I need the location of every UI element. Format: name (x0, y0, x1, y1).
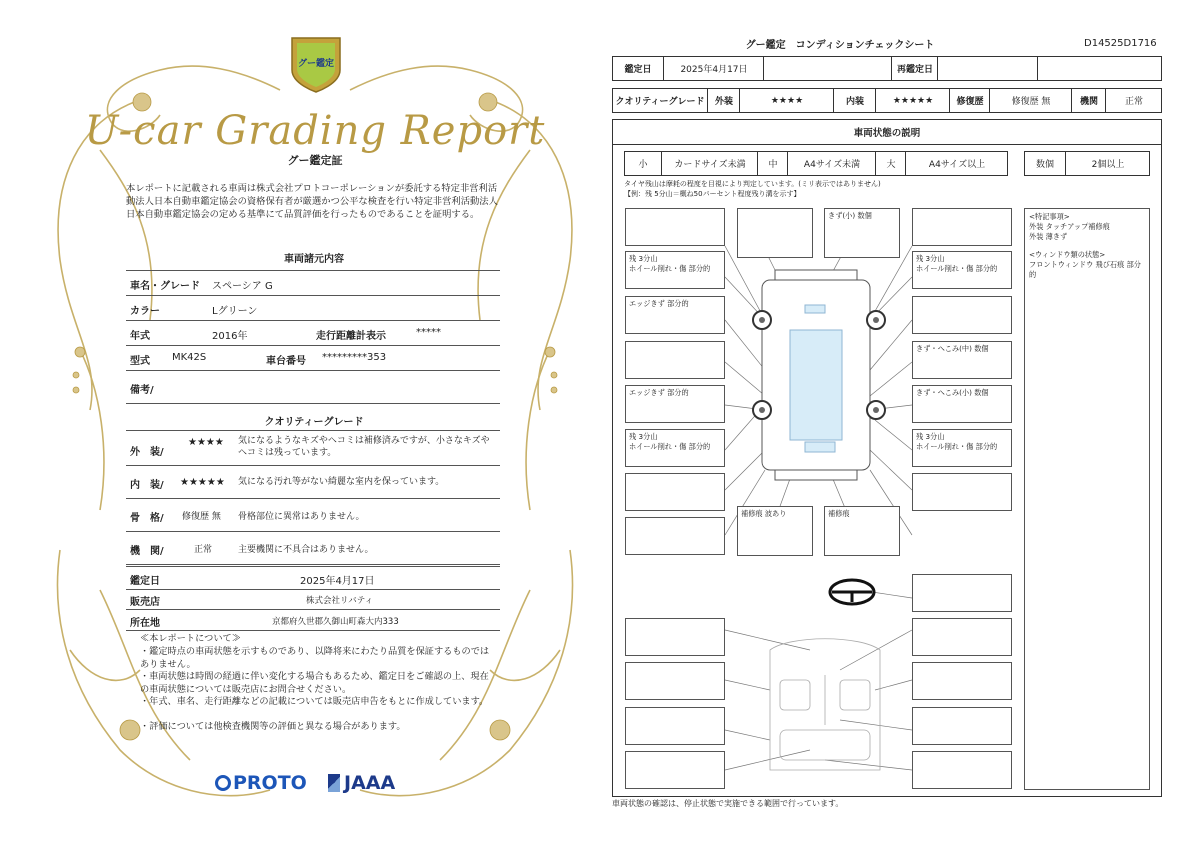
proto-logo (215, 772, 307, 794)
goo-appraisal-badge (288, 32, 344, 94)
row-appraisal-date (126, 566, 500, 590)
box-l10 (625, 662, 725, 700)
steering-wheel-icon (830, 580, 874, 604)
box-right-front-tire: 残 3分山 ホイール削れ・傷 部分的 (912, 251, 1012, 289)
size-small: 小 (638, 160, 648, 170)
size-large-desc: A4サイズ以上 (905, 152, 1008, 175)
box-l8 (625, 517, 725, 555)
box-r3 (912, 296, 1012, 334)
box-r7 (912, 473, 1012, 511)
box-right-mid1: きず・へこみ(中) 数個 (912, 341, 1012, 379)
ext-label: 外装 (707, 89, 740, 112)
window-status-title: <ウィンドウ類の状態> (1029, 250, 1106, 259)
engine-value: 正常 (1105, 89, 1162, 112)
engine-desc: 主要機関に不具合はありません。 (238, 545, 374, 555)
chassis-label: 車台番号 (266, 356, 306, 367)
window-status-1: フロントウィンドウ 飛び石痕 部分的 (1029, 260, 1141, 279)
box-r1 (912, 208, 1012, 246)
jaaa-logo-text: JAAA (344, 772, 396, 794)
row-dealer (126, 589, 500, 610)
quality-row-interior (126, 466, 500, 499)
appraisal-date-label: 鑑定日 (130, 576, 160, 587)
spec-row-color (126, 296, 500, 321)
repair-label: 修復歴 (949, 89, 990, 112)
frame-value: 修復歴 無 (182, 512, 221, 522)
box-r8 (912, 574, 1012, 612)
address-value: 京都府久世郡久御山町森大内333 (272, 617, 399, 627)
box-right-rear-tire: 残 3分山 ホイール削れ・傷 部分的 (912, 429, 1012, 467)
box-top-mid1 (737, 208, 813, 258)
size-mid: 中 (757, 152, 788, 175)
tire-note-1: タイヤ残山は摩耗の程度を目視により判定しています。(ミリ表示ではありません) (624, 180, 881, 188)
size-large: 大 (875, 152, 906, 175)
engine-label: 機 関/ (130, 546, 164, 557)
box-top-mid2: きず(小) 数個 (824, 208, 900, 258)
box-l12 (625, 751, 725, 789)
int-stars: ★★★★★ (875, 89, 950, 112)
box-r12 (912, 751, 1012, 789)
exterior-desc: 気になるようなキズやヘコミは補修済みですが、小さなキズやヘコミは残っています。 (238, 436, 490, 458)
quality-heading: クオリティーグレード (264, 417, 364, 428)
note-4: ・評価については他検査機関等の評価と異なる場合があります。 (140, 721, 406, 732)
box-right-mid2: きず・へこみ(小) 数個 (912, 385, 1012, 423)
spec-heading: 車両諸元内容 (284, 254, 344, 265)
size-small-desc: カードサイズ未満 (661, 152, 758, 175)
date-value: 2025年4月17日 (663, 57, 764, 80)
special-note-2: 外装 薄きず (1029, 232, 1068, 241)
grade-label: クオリティーグレード (615, 97, 705, 107)
engine-label: 機関 (1071, 89, 1106, 112)
ext-stars: ★★★★ (739, 89, 834, 112)
row-address (126, 610, 500, 631)
exterior-label: 外 装/ (130, 447, 164, 458)
dealer-value: 株式会社リバティ (306, 596, 374, 606)
year-value: 2016年 (212, 331, 248, 342)
box-left-front-side: エッジきず 部分的 (625, 296, 725, 334)
quality-row-engine (126, 532, 500, 565)
count-label: 数個 (1035, 160, 1054, 170)
spec-row-name (126, 271, 500, 296)
mileage-value: ***** (416, 327, 441, 338)
special-notes-panel (1024, 208, 1150, 790)
note-1: ・鑑定時点の車両状態を示すものであり、以降将来にわたり品質を保証するものではありません。 (140, 646, 490, 670)
sheet-doc-id: D14525D1716 (1084, 38, 1157, 49)
color-label: カラー (130, 306, 160, 317)
box-l11 (625, 707, 725, 745)
size-mid-desc: A4サイズ未満 (787, 152, 876, 175)
frame-desc: 骨格部位に異常はありません。 (238, 512, 365, 522)
badge-text: グー鑑定 (297, 59, 334, 69)
box-l4 (625, 341, 725, 379)
dealer-label: 販売店 (130, 597, 160, 608)
report-title: U-car Grading Report (84, 108, 546, 154)
spec-row-model (126, 346, 500, 371)
model-label: 型式 (130, 356, 150, 367)
notes-title: ≪本レポートについて≫ (140, 633, 241, 644)
special-notes-title: <特記事項> (1029, 212, 1070, 221)
mileage-label: 走行距離計表示 (316, 331, 386, 342)
spec-row-year (126, 321, 500, 346)
sheet-title: グー鑑定 コンディションチェックシート (745, 40, 935, 51)
note-2: ・車両状態は時間の経過に伴い変化する場合もあるため、鑑定日をご確認の上、現在の車両状態については販売店にお問合せください。 (140, 671, 489, 695)
certificate-statement: 本レポートに記載される車両は株式会社プロトコーポレーションが委託する特定非営利活動法人日本自動車鑑定協会の資格保有者が厳選かつ公平な検査を行い特定非営利活動法人日本自動車鑑定協会の定める基準にて品質評価を行ったものであることを証明する。 (126, 183, 498, 220)
remarks-label: 備考/ (130, 385, 154, 396)
box-left-rear-tire: 残 3分山 ホイール削れ・傷 部分的 (625, 429, 725, 467)
exterior-stars: ★★★★ (188, 437, 224, 448)
engine-value: 正常 (194, 545, 213, 555)
year-label: 年式 (130, 331, 150, 342)
tire-note-2: 【例：残 5分山＝概ね50パーセント程度残り溝を示す】 (624, 190, 801, 198)
box-bottom-mid2: 補修痕 (824, 506, 900, 556)
grading-certificate (40, 30, 590, 820)
model-value: MK42S (172, 352, 207, 363)
interior-desc: 気になる汚れ等がない綺麗な室内を保っています。 (238, 477, 445, 487)
date-label: 鑑定日 (624, 65, 652, 75)
quality-row-frame (126, 499, 500, 532)
redate-label: 再鑑定日 (891, 57, 938, 80)
quality-row-exterior (126, 431, 500, 466)
box-l1 (625, 208, 725, 246)
proto-logo-text: PROTO (233, 772, 307, 794)
box-r9 (912, 618, 1012, 656)
box-left-front-tire: 残 3分山 ホイール削れ・傷 部分的 (625, 251, 725, 289)
jaaa-logo (328, 772, 395, 794)
condition-check-sheet (600, 30, 1170, 820)
name-label: 車名・グレード (130, 281, 200, 292)
address-label: 所在地 (130, 618, 160, 629)
description-heading: 車両状態の説明 (613, 120, 1161, 145)
int-label: 内装 (833, 89, 876, 112)
appraisal-date-value: 2025年4月17日 (300, 576, 375, 587)
box-l7 (625, 473, 725, 511)
name-value: スペーシア G (212, 281, 273, 292)
box-r11 (912, 707, 1012, 745)
interior-label: 内 装/ (130, 480, 164, 491)
box-l9 (625, 618, 725, 656)
note-3: ・年式、車名、走行距離などの記載については販売店申告をもとに作成しています。 (140, 696, 489, 707)
color-value: Lグリーン (212, 306, 258, 317)
interior-stars: ★★★★★ (180, 477, 225, 488)
certificate-subtitle: グー鑑定証 (287, 154, 343, 167)
spec-row-remarks (126, 371, 500, 404)
box-r10 (912, 662, 1012, 700)
frame-label: 骨 格/ (130, 513, 164, 524)
repair-value: 修復歴 無 (989, 89, 1072, 112)
box-bottom-mid1: 補修痕 波あり (737, 506, 813, 556)
box-left-rear-side: エッジきず 部分的 (625, 385, 725, 423)
special-note-1: 外装 タッチアップ補修痕 (1029, 222, 1110, 231)
count-desc: 2個以上 (1065, 152, 1150, 175)
chassis-value: *********353 (322, 352, 387, 363)
sheet-footer: 車両状態の確認は、停止状態で実施できる範囲で行っています。 (612, 799, 844, 808)
